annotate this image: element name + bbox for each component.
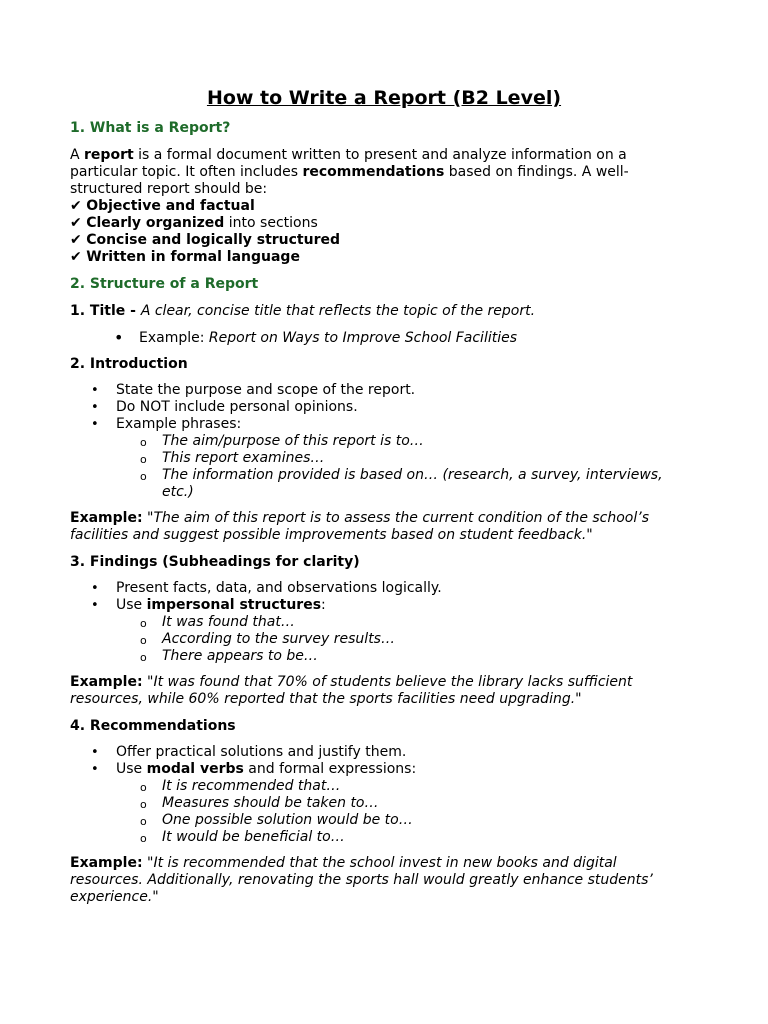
list-item: • Example phrases: o The aim/purpose of this report is to… o This report examines… o The information provided is based on… (research, a survey, interviews, etc.) [70, 416, 680, 501]
findings-list [70, 580, 680, 665]
report-definition-paragraph: A report is a formal document written to present and analyze information on a particular topic. It often includes recommendations based on findings. A well-structured report should be: [70, 147, 629, 197]
phrase-item: o One possible solution would be to… [70, 812, 680, 829]
check-mark-icon: ✔ [70, 232, 87, 248]
section-heading-what-is-report: 1. What is a Report? [70, 120, 231, 136]
recommendations-list [70, 744, 680, 846]
list-item: • Example: Report on Ways to Improve School Facilities [70, 330, 680, 347]
title-item: 1. Title - A clear, concise title that reflects the topic of the report. [70, 303, 536, 319]
page-title: How to Write a Report (B2 Level) [206, 87, 562, 109]
intro-phrase-list [70, 433, 680, 501]
phrase-item: o The information provided is based on… (research, a survey, interviews, etc.) [70, 467, 680, 501]
check-mark-icon: ✔ [70, 249, 87, 265]
phrase-item: o It was found that… [70, 614, 680, 631]
qualities-checklist [70, 198, 680, 266]
findings-example: Example: "It was found that 70% of students believe the library lacks sufficient resources, while 60% reported that the sports facilities need upgrading." [70, 674, 633, 707]
list-item: • Offer practical solutions and justify them. [70, 744, 680, 761]
recommendations-phrase-list [70, 778, 680, 846]
check-mark-icon: ✔ [70, 198, 87, 214]
introduction-heading: 2. Introduction [70, 356, 188, 372]
list-item: • Present facts, data, and observations logically. [70, 580, 680, 597]
checklist-item: ✔ Objective and factual [70, 198, 255, 214]
recommendations-heading: 4. Recommendations [70, 718, 236, 734]
phrase-item: o There appears to be… [70, 648, 680, 665]
phrase-item: o This report examines… [70, 450, 680, 467]
section-heading-structure: 2. Structure of a Report [70, 276, 259, 292]
phrase-item: o Measures should be taken to… [70, 795, 680, 812]
phrase-item: o According to the survey results… [70, 631, 680, 648]
list-item: • Do NOT include personal opinions. [70, 399, 680, 416]
findings-phrase-list [70, 614, 680, 665]
term-report: report [84, 147, 134, 163]
phrase-item: o The aim/purpose of this report is to… [70, 433, 680, 450]
title-example-list [70, 330, 680, 347]
introduction-example: Example: "The aim of this report is to assess the current condition of the school’s facilities and suggest possible improvements based on student feedback." [70, 510, 650, 543]
checklist-item: ✔ Clearly organized into sections [70, 215, 318, 231]
checklist-item: ✔ Concise and logically structured [70, 232, 341, 248]
recommendations-example: Example: "It is recommended that the school invest in new books and digital resources. Additionally, renovating the sports hall would greatly enhance students’ experience." [70, 855, 653, 905]
check-mark-icon: ✔ [70, 215, 87, 231]
list-item: • Use modal verbs and formal expressions: o It is recommended that… o Measures should be taken to… o One possible solution would be to… o It would be beneficial to… [70, 761, 680, 846]
findings-heading: 3. Findings (Subheadings for clarity) [70, 554, 360, 570]
introduction-list [70, 382, 680, 501]
term-recommendations: recommendations [302, 164, 445, 180]
list-item: • State the purpose and scope of the report. [70, 382, 680, 399]
phrase-item: o It is recommended that… [70, 778, 680, 795]
list-item: • Use impersonal structures: o It was found that… o According to the survey results… o There appears to be… [70, 597, 680, 665]
phrase-item: o It would be beneficial to… [70, 829, 680, 846]
document-content [70, 86, 680, 916]
checklist-item: ✔ Written in formal language [70, 249, 300, 265]
